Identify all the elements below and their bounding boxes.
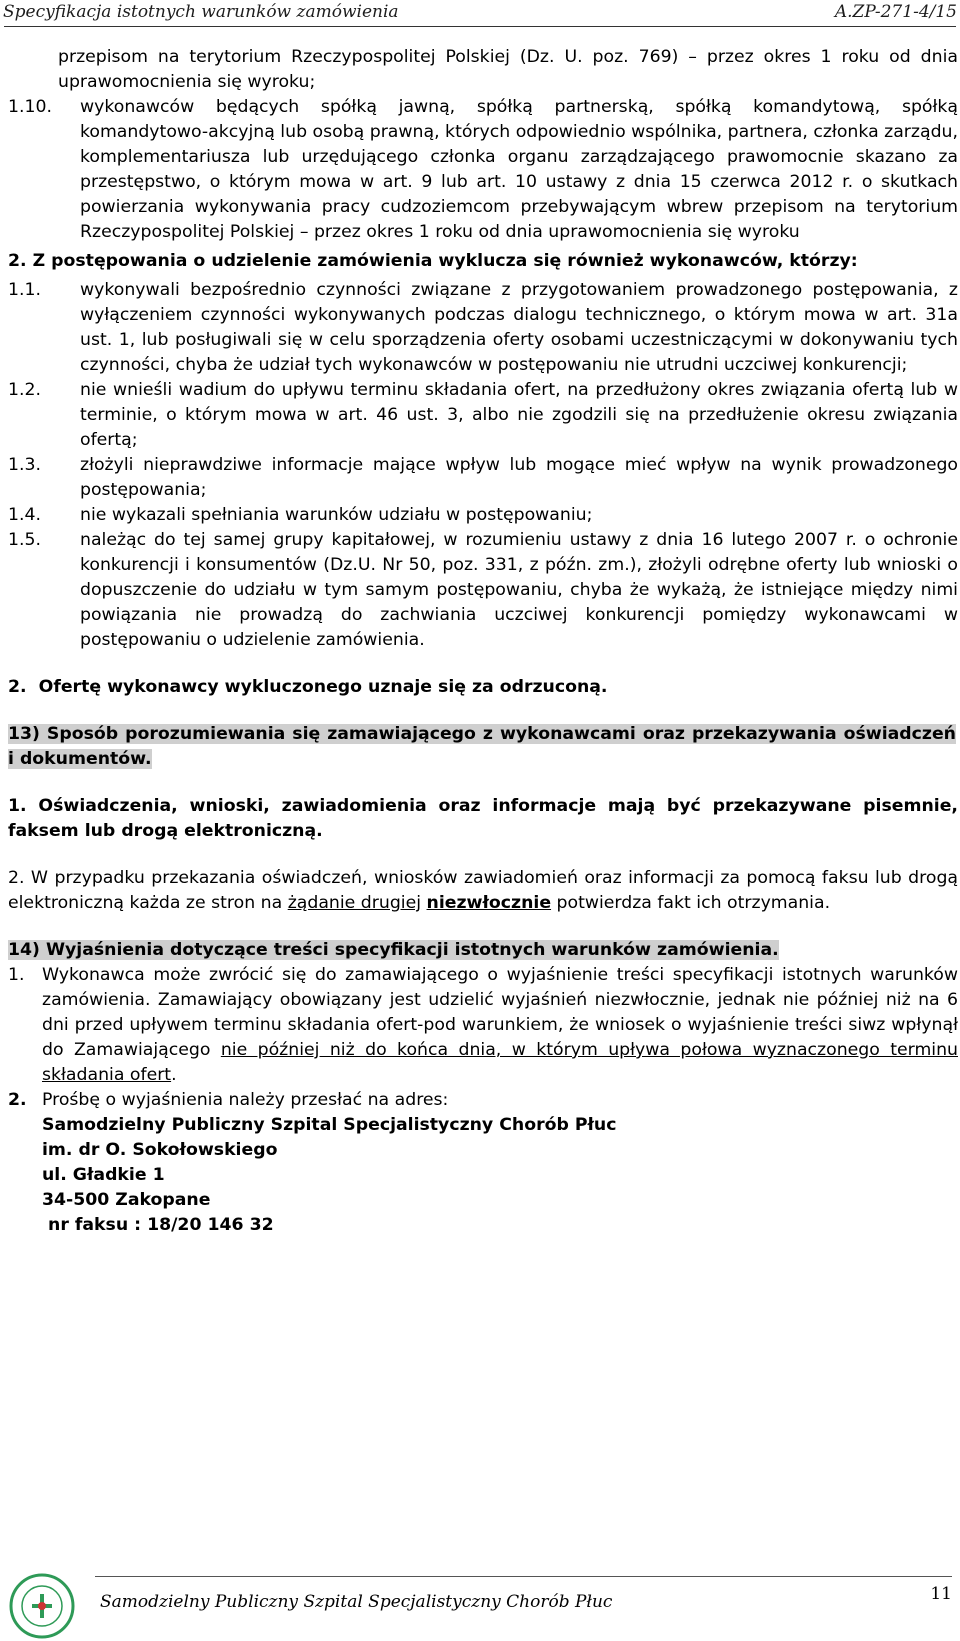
item-text-part: Wykonawca może zwrócić się do zamawiającego o wyjaśnienie treści specyfikacji istotnych warunków zamówienia. Zamawiający obowiązany jest udzielić wyjaśnień niezwłocznie, jednak nie później niż na 6 dni przed upływem terminu składania ofert-pod warunkiem, że wniosek o wyjaśnienie treści siwz wpłynął do Zamawiającego [42,965,958,1060]
section-13-heading-text: 13) Sposób porozumiewania się zamawiającego z wykonawcami oraz przekazywania oświadczeń i dokumentów. [8,724,956,769]
address-block [42,1113,958,1238]
item-number: 1.1. [8,280,41,300]
item-text: wykonywali bezpośrednio czynności związane z przygotowaniem prowadzonego postępowania, z wyłączeniem czynności wykonywanych podczas dialogu technicznego, o którym mowa w art. 31a ust. 1, lub posługiwali się w celu sporządzenia oferty osobami uczestniczącymi w dokonywaniu tych czynności, chyba że udział tych wykonawców w postępowaniu nie utrudni uczciwej konkurencji; [80,280,958,375]
list-item [8,528,958,653]
list-item [8,378,958,453]
item-number: 1.4. [8,505,41,525]
item-number: 1.5. [8,530,41,550]
list-item [8,503,958,528]
page-header [0,0,960,30]
spacer [8,916,958,938]
footer-text: Samodzielny Publiczny Szpital Specjalistyczny Chorób Płuc [100,1592,613,1612]
point-2-text: 2. W przypadku przekazania oświadczeń, wniosków zawiadomień oraz informacji za pomocą faksu lub drogą elektroniczną każda ze stron na [8,868,958,913]
item-text: należąc do tej samej grupy kapitałowej, w rozumieniu ustawy z dnia 16 lutego 2007 r. o ochronie konkurencji i konsumentów (Dz.U. Nr 50, poz. 331, z późn. zm.), złożyli odrębne oferty lub wnioski o dopuszczenie do udziału w tym samym postępowaniu, chyba że wykażą, że istniejące między nimi powiązania nie prowadzą do zachwiania uczciwej konkurencji pomiędzy wykonawcami w postępowaniu o udzielenie zamówienia. [80,530,958,650]
footer-rule [95,1576,952,1577]
spacer [8,844,958,866]
item-number: 1.3. [8,455,41,475]
address-line: nr faksu : 18/20 146 32 [42,1215,274,1235]
address-line: ul. Gładkie 1 [42,1165,165,1185]
header-title: Specyfikacja istotnych warunków zamówienia [3,2,399,22]
item-number: 2. [8,1090,27,1110]
section-13-point-1: 1. Oświadczenia, wnioski, zawiadomienia oraz informacje mają być przekazywane pisemnie, faksem lub drogą elektroniczną. [8,796,958,841]
item-text: nie wykazali spełniania warunków udziału w postępowaniu; [80,505,593,525]
address-line: 34-500 Zakopane [42,1190,211,1210]
item-number: 1. [8,965,25,985]
list-item [8,278,958,378]
underlined-text: żądanie drugiej [287,893,422,913]
section-13-point-2 [8,866,958,916]
item-number: 1.2. [8,380,41,400]
section-2-heading: 2. Z postępowania o udzielenie zamówienia wyklucza się również wykonawców, którzy: [8,251,858,271]
item-number: 1.10. [8,97,52,117]
list-item [8,963,958,1088]
point-2-text-end: potwierdza fakt ich otrzymania. [551,893,831,913]
item-text: złożyli nieprawdziwe informacje mające wpływ lub mogące mieć wpływ na wynik prowadzonego postępowania; [80,455,958,500]
item-text: wykonawców będących spółką jawną, spółką partnerską, spółką komandytową, spółką komandytowo-akcyjną lub osobą prawną, których odpowiednio wspólnika, partnera, członka zarządu, komplementariusza lub urzędującego członka organu zarządzającego prawomocnie skazano za przestępstwo, o którym mowa w art. 9 lub art. 10 ustawy z dnia 15 czerwca 2012 r. o skutkach powierzania wykonywania pracy cudzoziemcom przebywającym wbrew przepisom na terytorium Rzeczypospolitej Polskiej – przez okres 1 roku od dnia uprawomocnienia się wyroku [80,97,958,242]
section-13-heading [8,722,956,772]
address-line: im. dr O. Sokołowskiego [42,1140,278,1160]
header-rule [4,26,956,27]
list-item [8,1088,958,1113]
section-14-heading [8,938,958,963]
continued-paragraph: przepisom na terytorium Rzeczypospolitej Polskiej (Dz. U. poz. 769) – przez okres 1 roku od dnia uprawomocnienia się wyroku; [58,47,958,92]
item-text: nie wnieśli wadium do upływu terminu składania ofert, na przedłużony okres związania ofertą lub w terminie, o którym mowa w art. 46 ust. 3, albo nie zgodzili się na przedłużenie okresu związania ofertą; [80,380,958,450]
spacer [8,772,958,794]
item-text [42,963,958,1088]
section-14-heading-text: 14) Wyjaśnienia dotyczące treści specyfikacji istotnych warunków zamówienia. [8,940,779,960]
rejected-offer-statement: 2. Ofertę wykonawcy wykluczonego uznaje się za odrzuconą. [8,677,608,697]
header-reference: A.ZP-271-4/15 [834,2,957,22]
item-text-end: . [171,1065,177,1085]
document-body [8,45,958,1238]
item-text: Prośbę o wyjaśnienia należy przesłać na adres: [42,1090,449,1110]
spacer [8,700,958,722]
page-number: 11 [930,1584,952,1604]
underlined-text: nie później niż do końca dnia, w którym upływa połowa wyznaczonego terminu składania ofert [42,1040,958,1085]
address-line: Samodzielny Publiczny Szpital Specjalistyczny Chorób Płuc [42,1115,617,1135]
spacer [8,653,958,675]
list-item-1-10 [8,95,958,245]
page-footer [0,1576,960,1641]
list-item [8,453,958,503]
bold-underlined-text: niezwłocznie [426,893,552,913]
